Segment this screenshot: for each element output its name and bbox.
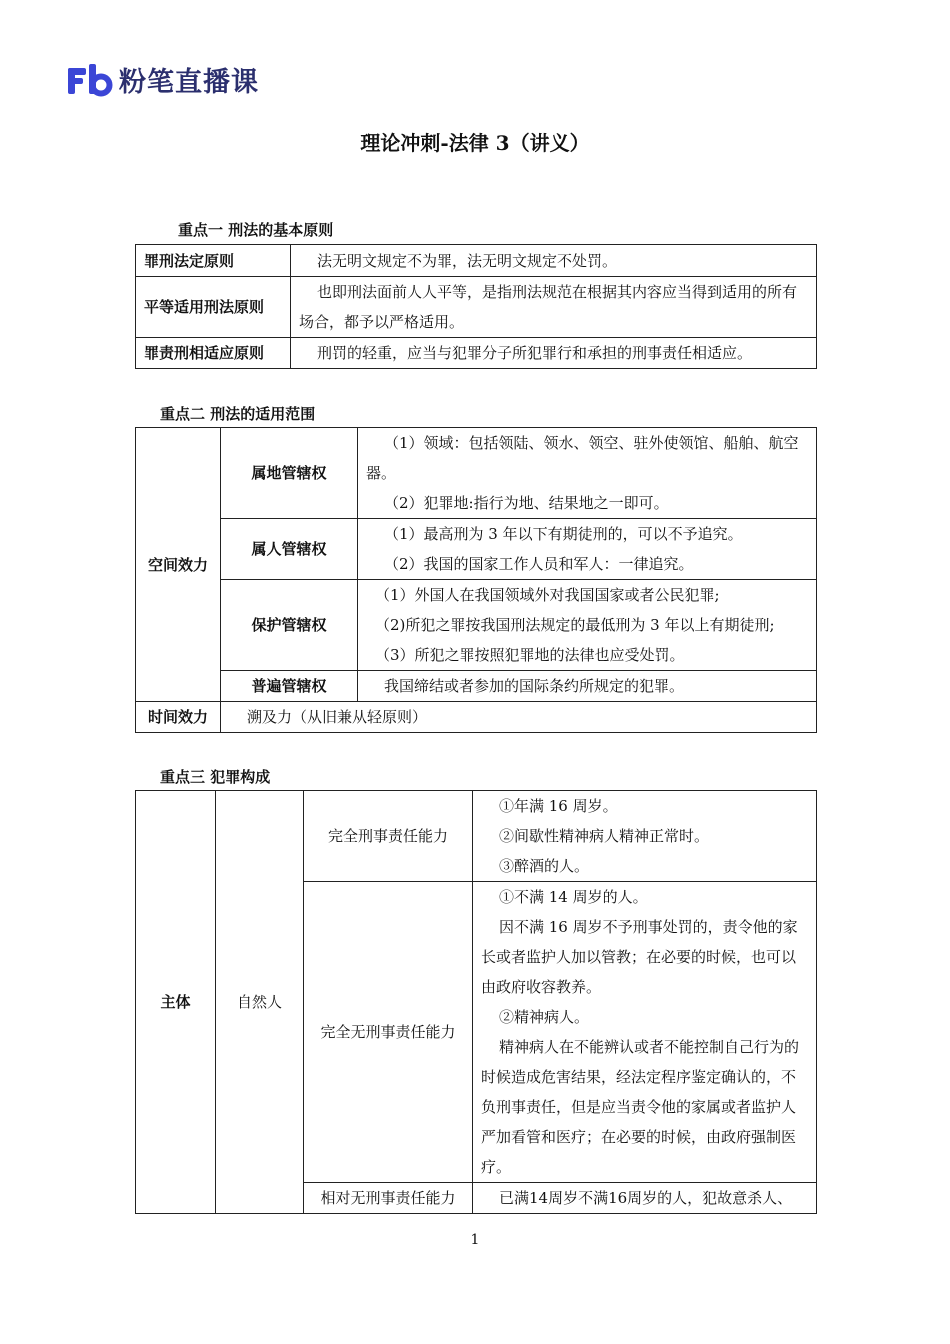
table-row: [136, 277, 817, 338]
jurisdiction-name: 属地管辖权: [221, 428, 358, 519]
page-number: 1: [470, 1232, 480, 1248]
desc-line: ②间歇性精神病人精神正常时。: [499, 827, 710, 845]
capacity-desc: 已满14周岁不满16周岁的人，犯故意杀人、: [473, 1183, 817, 1214]
jurisdiction-desc: [358, 428, 817, 519]
desc-line: （1）外国人在我国领域外对我国国家或者公民犯罪;: [375, 586, 720, 604]
desc-line: （2)所犯之罪按我国刑法规定的最低刑为 3 年以上有期徒刑;: [375, 616, 775, 634]
time-effect-desc: 溯及力（从旧兼从轻原则）: [221, 702, 817, 733]
capacity-name: 相对无刑事责任能力: [304, 1183, 473, 1214]
jurisdiction-desc: [358, 519, 817, 580]
time-effect-label: 时间效力: [136, 702, 221, 733]
principle-desc: 刑罚的轻重，应当与犯罪分子所犯罪行和承担的刑事责任相适应。: [291, 338, 817, 369]
principle-desc: 法无明文规定不为罪，法无明文规定不处罚。: [291, 245, 817, 277]
capacity-name: 完全刑事责任能力: [304, 791, 473, 882]
capacity-desc: [473, 882, 817, 1183]
fb-logo-icon: [67, 62, 113, 98]
section3-heading: 重点三 犯罪构成: [160, 768, 271, 786]
subject-label: 主体: [136, 791, 216, 1214]
crime-composition-table: [135, 790, 817, 1214]
jurisdiction-desc: 我国缔结或者参加的国际条约所规定的犯罪。: [358, 671, 817, 702]
desc-line: （1）最高刑为 3 年以下有期徒刑的，可以不予追究。: [384, 525, 743, 543]
desc-line: ①年满 16 周岁。: [499, 797, 618, 815]
desc-line: （3）所犯之罪按照犯罪地的法律也应受处罚。: [375, 646, 685, 664]
desc-line: （2）犯罪地:指行为地、结果地之一即可。: [384, 494, 669, 512]
capacity-name: 完全无刑事责任能力: [304, 882, 473, 1183]
principle-name: 罪刑法定原则: [136, 245, 291, 277]
desc-line: 精神病人在不能辨认或者不能控制自己行为的时候造成危害结果，经法定程序鉴定确认的，不负刑事责任，但是应当责令他的家属或者监护人严加看管和医疗；在必要的时候，由政府强制医疗。: [481, 1038, 800, 1176]
principle-name: 平等适用刑法原则: [136, 277, 291, 338]
space-effect-label: 空间效力: [136, 428, 221, 702]
scope-table: [135, 427, 817, 733]
table-row: [136, 702, 817, 733]
table-row: [136, 519, 817, 580]
principle-desc: 也即刑法面前人人平等，是指刑法规范在根据其内容应当得到适用的所有场合，都予以严格适用。: [291, 277, 817, 338]
section1-heading: 重点一 刑法的基本原则: [178, 221, 334, 239]
jurisdiction-name: 普遍管辖权: [221, 671, 358, 702]
section2-heading: 重点二 刑法的适用范围: [160, 405, 316, 423]
desc-line: ②精神病人。: [499, 1008, 590, 1026]
table-row: [136, 671, 817, 702]
jurisdiction-desc: [358, 580, 817, 671]
table-row: [136, 428, 817, 519]
natural-person-label: 自然人: [216, 791, 304, 1214]
capacity-desc: [473, 791, 817, 882]
desc-line: ①不满 14 周岁的人。: [499, 888, 648, 906]
table-row: [136, 245, 817, 277]
principles-table: [135, 244, 817, 369]
table-row: [136, 338, 817, 369]
principle-name: 罪责刑相适应原则: [136, 338, 291, 369]
desc-line: ③醉酒的人。: [499, 857, 590, 875]
page-title: 理论冲刺-法律 3（讲义）: [360, 131, 590, 155]
jurisdiction-name: 保护管辖权: [221, 580, 358, 671]
brand-name: 粉笔直播课: [119, 67, 259, 98]
jurisdiction-name: 属人管辖权: [221, 519, 358, 580]
brand-logo: [67, 60, 259, 99]
desc-line: （1）领域：包括领陆、领水、领空、驻外使领馆、船舶、航空器。: [366, 434, 799, 482]
desc-line: （2）我国的国家工作人员和军人：一律追究。: [384, 555, 694, 573]
table-row: [136, 580, 817, 671]
desc-line: 因不满 16 周岁不予刑事处罚的，责令他的家长或者监护人加以管教；在必要的时候，也可以由政府收容教养。: [481, 918, 798, 996]
table-row: [136, 791, 817, 882]
